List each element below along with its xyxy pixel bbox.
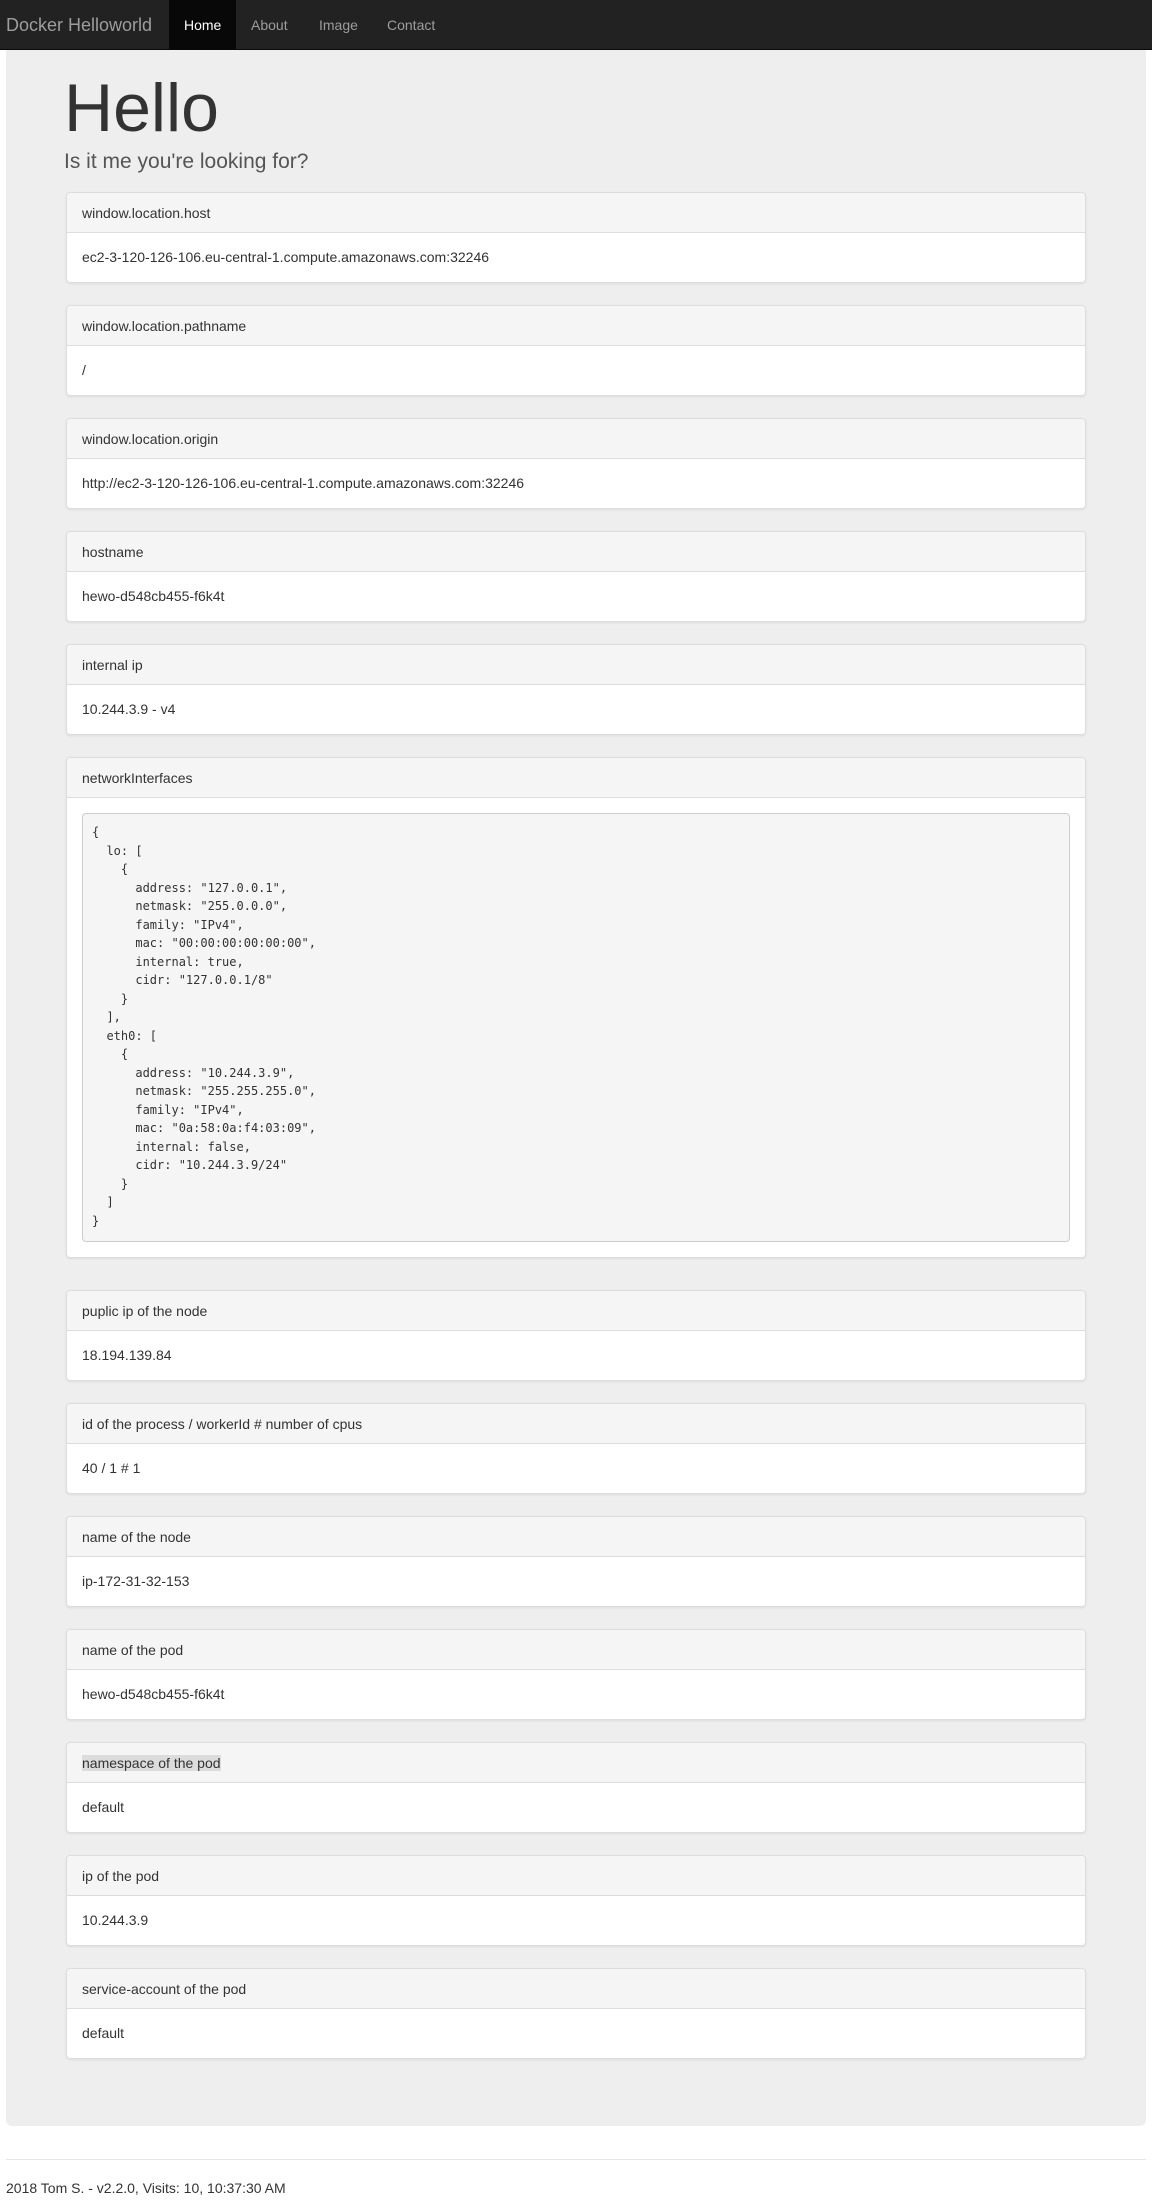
panel-pod-service-account xyxy=(66,1968,1086,2059)
panel-heading: window.location.pathname xyxy=(67,306,1085,346)
panel-heading xyxy=(67,1743,1085,1783)
panel-value: http://ec2-3-120-126-106.eu-central-1.compute.amazonaws.com:32246 xyxy=(82,475,525,491)
panel-value: 10.244.3.9 xyxy=(82,1912,149,1928)
panel-location-pathname xyxy=(66,305,1086,396)
panel-location-origin xyxy=(66,418,1086,509)
panel-heading: ip of the pod xyxy=(67,1856,1085,1896)
panel-pod-ip xyxy=(66,1855,1086,1946)
panel-value: hewo-d548cb455-f6k4t xyxy=(82,588,225,604)
nav-image-link[interactable]: Image xyxy=(319,17,358,33)
panel-location-host xyxy=(66,192,1086,283)
panel-value: ec2-3-120-126-106.eu-central-1.compute.amazonaws.com:32246 xyxy=(82,249,490,265)
panel-network-interfaces xyxy=(66,757,1086,1258)
panel-process-info xyxy=(66,1403,1086,1494)
panel-internal-ip xyxy=(66,644,1086,735)
panel-value: 10.244.3.9 - v4 xyxy=(82,701,176,717)
network-interfaces-code: { lo: [ { address: "127.0.0.1", netmask: "255.0.0.0", family: "IPv4", mac: "00:00:00:00:00:00", internal: true, cidr: "127.0.0.1/8" } ], eth0: [ { address: "10.244.3.9", netmask: "255.255.255.0", family: "IPv4", mac: "0a:58:0a:f4:03:09", internal: false, cidr: "10.244.3.9/24" } ] } xyxy=(82,813,1070,1242)
panel-node-name xyxy=(66,1516,1086,1607)
panel-value: default xyxy=(82,1799,125,1815)
nav-about-link[interactable]: About xyxy=(251,17,288,33)
panel-public-ip xyxy=(66,1290,1086,1381)
panel-pod-namespace xyxy=(66,1742,1086,1833)
panel-heading: internal ip xyxy=(67,645,1085,685)
panel-pod-name xyxy=(66,1629,1086,1720)
jumbotron xyxy=(6,50,1146,2126)
panel-value: default xyxy=(82,2025,125,2041)
panel-heading: puplic ip of the node xyxy=(67,1291,1085,1331)
navbar xyxy=(0,0,1152,50)
panel-heading: name of the node xyxy=(67,1517,1085,1557)
panel-heading: window.location.host xyxy=(67,193,1085,233)
nav-home-link[interactable]: Home xyxy=(169,0,236,50)
nav-contact-link[interactable]: Contact xyxy=(387,17,436,33)
page-title: Hello xyxy=(64,70,219,146)
panel-hostname xyxy=(66,531,1086,622)
panel-heading: id of the process / workerId # number of cpus xyxy=(67,1404,1085,1444)
panel-heading: networkInterfaces xyxy=(67,758,1085,798)
panel-value: hewo-d548cb455-f6k4t xyxy=(82,1686,225,1702)
page-subtitle: Is it me you're looking for? xyxy=(64,150,309,173)
panel-value: 18.194.139.84 xyxy=(82,1347,172,1363)
panel-value: / xyxy=(82,362,86,378)
panel-body xyxy=(67,798,1085,1257)
selected-text: namespace of the pod xyxy=(82,1755,221,1771)
panel-heading: name of the pod xyxy=(67,1630,1085,1670)
panel-value: 40 / 1 # 1 xyxy=(82,1460,141,1476)
panel-heading: window.location.origin xyxy=(67,419,1085,459)
navbar-brand[interactable]: Docker Helloworld xyxy=(6,15,153,35)
footer-text: 2018 Tom S. - v2.2.0, Visits: 10, 10:37:30 AM xyxy=(6,2180,286,2196)
footer-divider xyxy=(6,2159,1146,2160)
panel-heading: hostname xyxy=(67,532,1085,572)
panel-heading: service-account of the pod xyxy=(67,1969,1085,2009)
panel-value: ip-172-31-32-153 xyxy=(82,1573,190,1589)
